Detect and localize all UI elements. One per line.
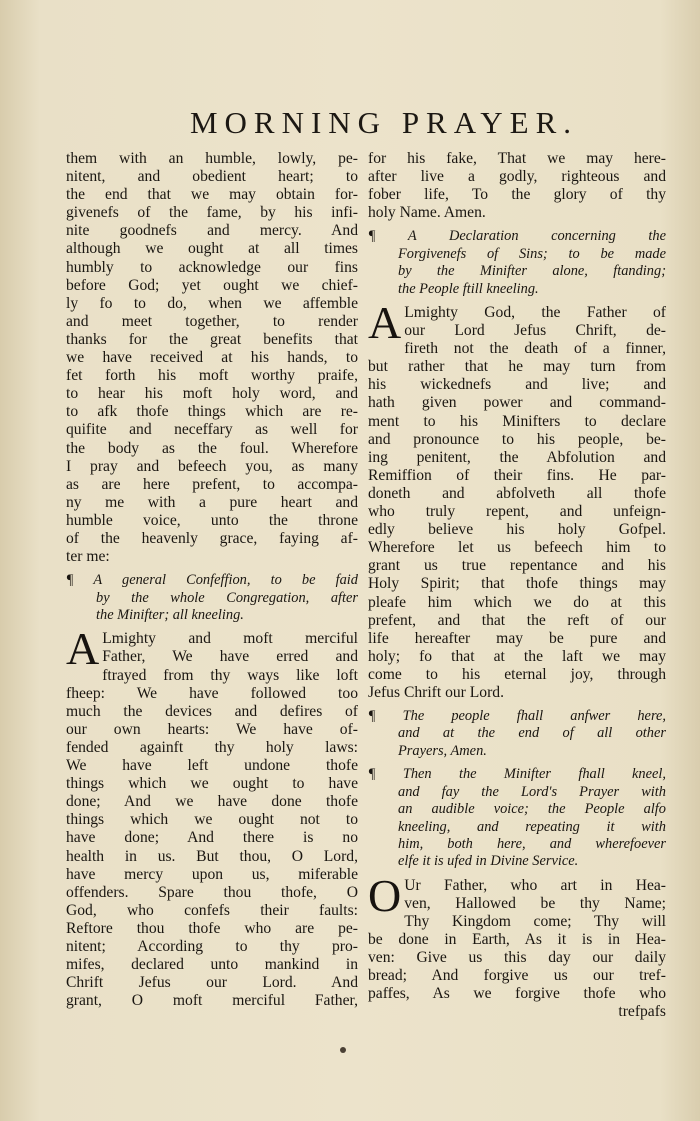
page-header bbox=[128, 103, 640, 143]
general-confession bbox=[66, 623, 358, 1010]
text-line: givenefs of the fame, by his infi- bbox=[66, 204, 358, 222]
text-line: before God; yet ought we chief- bbox=[66, 276, 358, 294]
text-line: doneth and abfolveth all thofe bbox=[368, 484, 666, 502]
text-line: Remiffion of their fins. He par- bbox=[368, 466, 666, 484]
text-line: to afk thofe things which are re- bbox=[66, 403, 358, 421]
right-column bbox=[368, 150, 666, 1021]
text-line: quifite and neceffary as well for bbox=[66, 421, 358, 439]
rubric-line: ¶ Then the Minifter fhall kneel, bbox=[368, 766, 666, 783]
absolution-rubric bbox=[368, 228, 666, 298]
text-line: grant us true repentance and his bbox=[368, 557, 666, 575]
text-line: ny me with a pure heart and bbox=[66, 493, 358, 511]
text-line: Lmighty and moft merciful bbox=[102, 630, 358, 648]
text-line: We have left undone thofe bbox=[66, 757, 358, 775]
text-line: have done; And there is no bbox=[66, 829, 358, 847]
lords-prayer bbox=[368, 869, 666, 1022]
confession-conclusion bbox=[368, 150, 666, 222]
text-line: ter me: bbox=[66, 548, 110, 566]
text-line: of the heavenly grace, faying af- bbox=[66, 529, 358, 547]
confession-rubric bbox=[66, 572, 358, 624]
catchword: trefpafs bbox=[618, 1003, 666, 1021]
text-line: thanks for the great benefits that bbox=[66, 330, 358, 348]
rubric-line: by the Minifter alone, ftanding; bbox=[398, 263, 666, 280]
rubric-line: ¶ A Declaration concerning the bbox=[368, 228, 666, 245]
text-line: fet forth his moft worthy praife, bbox=[66, 367, 358, 385]
text-line: nitent, and obedient heart; to bbox=[66, 168, 358, 186]
rubric-line: Prayers, Amen. bbox=[398, 742, 487, 759]
text-line: after live a godly, righteous and bbox=[368, 168, 666, 186]
rubric-line: an audible voice; the People alfo bbox=[398, 801, 666, 818]
text-line: our Lord Jefus Chrift, de- bbox=[404, 322, 666, 340]
bottom-ornament-dot bbox=[340, 1047, 346, 1053]
text-line: his wickednefs and live; and bbox=[368, 376, 666, 394]
text-line: ly fo to do, when we affemble bbox=[66, 294, 358, 312]
text-line: but rather that he may turn from bbox=[368, 358, 666, 376]
text-line: and pronounce to his people, be- bbox=[368, 430, 666, 448]
text-line: the body as the foul. Wherefore bbox=[66, 439, 358, 457]
text-line: Wherefore let us befeech him to bbox=[368, 539, 666, 557]
text-line: God, who confefs their faults: bbox=[66, 901, 358, 919]
text-line: edly believe his holy Gofpel. bbox=[368, 521, 666, 539]
text-line: fended againft thy holy laws: bbox=[66, 738, 358, 756]
text-line: much the devices and defires of bbox=[66, 702, 358, 720]
text-line: offenders. Spare thou thofe, O bbox=[66, 883, 358, 901]
rubric-line: elfe it is ufed in Divine Service. bbox=[398, 853, 579, 870]
text-line: nitent; According to thy pro- bbox=[66, 937, 358, 955]
rubric-line: and fay the Lord's Prayer with bbox=[398, 783, 666, 800]
text-line: ven, Hallowed be thy Name; bbox=[404, 894, 666, 912]
text-line: things which we ought not to bbox=[66, 811, 358, 829]
text-line: Jefus Chrift our Lord. bbox=[368, 683, 504, 701]
text-line: fober life, To the glory of thy bbox=[368, 186, 666, 204]
lords-prayer-rubric bbox=[368, 766, 666, 870]
text-line: Reftore thou thofe who are pe- bbox=[66, 919, 358, 937]
text-line: bread; And forgive us our tref- bbox=[368, 967, 666, 985]
text-line: Ur Father, who art in Hea- bbox=[404, 876, 666, 894]
text-line: as are here prefent, to accompa- bbox=[66, 475, 358, 493]
text-line: I pray and befeech you, as many bbox=[66, 457, 358, 475]
text-line: humble voice, unto the throne bbox=[66, 511, 358, 529]
text-line: ven: Give us this day our daily bbox=[368, 949, 666, 967]
text-line: done; And we have done thofe bbox=[66, 793, 358, 811]
text-line: life hereafter may be pure and bbox=[368, 629, 666, 647]
drop-capital: A bbox=[368, 297, 402, 348]
text-line: although we ought at all times bbox=[66, 240, 358, 258]
text-line: hath given power and command- bbox=[368, 394, 666, 412]
text-line: the end that we may obtain for- bbox=[66, 186, 358, 204]
text-line: health in us. But thou, O Lord, bbox=[66, 847, 358, 865]
text-line: come to his eternal joy, through bbox=[368, 665, 666, 683]
amen-rubric bbox=[368, 708, 666, 760]
running-head: MORNING PRAYER. bbox=[189, 105, 579, 140]
text-line: fheep: We have followed too bbox=[66, 684, 358, 702]
drop-capital: O bbox=[368, 869, 402, 921]
left-column bbox=[66, 150, 358, 1010]
text-line: we have received at his hands, to bbox=[66, 349, 358, 367]
rubric-line: by the whole Congregation, after bbox=[96, 589, 358, 606]
rubric-line: the People ftill kneeling. bbox=[398, 280, 539, 297]
text-line: Chrift Jefus our Lord. And bbox=[66, 974, 358, 992]
drop-capital: A bbox=[66, 623, 100, 675]
text-line: fireth not the death of a finner, bbox=[404, 340, 666, 358]
text-line: ftrayed from thy ways like loft bbox=[102, 666, 358, 684]
text-line: to hear his moft holy word, and bbox=[66, 385, 358, 403]
text-line: holy; fo that at the laft we may bbox=[368, 647, 666, 665]
text-line: nite goodnefs and mercy. And bbox=[66, 222, 358, 240]
rubric-line: ¶ A general Confeffion, to be faid bbox=[66, 572, 358, 589]
text-line: Lmighty God, the Father of bbox=[404, 304, 666, 321]
text-line: be done in Earth, As it is in Hea- bbox=[368, 931, 666, 948]
text-line: ment to his Minifters to declare bbox=[368, 412, 666, 430]
text-line: humbly to acknowledge our fins bbox=[66, 258, 358, 276]
rubric-line: ¶ The people fhall anfwer here, bbox=[368, 708, 666, 725]
text-line: have mercy upon us, miferable bbox=[66, 865, 358, 883]
rubric-line: kneeling, and repeating it with bbox=[398, 818, 666, 835]
rubric-line: Forgivenefs of Sins; to be made bbox=[398, 245, 666, 262]
absolution bbox=[368, 297, 666, 702]
text-line: ing penitent, the Abfolution and bbox=[368, 448, 666, 466]
text-line: Father, We have erred and bbox=[102, 648, 358, 666]
text-line: who truly repent, and unfeign- bbox=[368, 503, 666, 521]
text-line: mifes, declared unto mankind in bbox=[66, 956, 358, 974]
text-line: things which we ought to have bbox=[66, 775, 358, 793]
text-line: our own hearts: We have of- bbox=[66, 720, 358, 738]
text-line: Thy Kingdom come; Thy will bbox=[404, 912, 666, 930]
text-line: for his fake, That we may here- bbox=[368, 150, 666, 167]
text-line: and meet together, to render bbox=[66, 312, 358, 330]
text-line: them with an humble, lowly, pe- bbox=[66, 150, 358, 167]
text-line: prefent, and that the reft of our bbox=[368, 611, 666, 629]
exhortation-paragraph bbox=[66, 150, 358, 566]
text-line: Holy Spirit; that thofe things may bbox=[368, 575, 666, 593]
text-line: pleafe him which we do at this bbox=[368, 593, 666, 611]
text-line: grant, O moft merciful Father, bbox=[66, 992, 358, 1010]
text-line: paffes, As we forgive thofe who bbox=[368, 985, 666, 1003]
rubric-line: the Minifter; all kneeling. bbox=[96, 606, 244, 623]
rubric-line: and at the end of all other bbox=[398, 725, 666, 742]
rubric-line: him, both here, and wherefoever bbox=[398, 835, 666, 852]
text-line: holy Name. Amen. bbox=[368, 204, 486, 222]
